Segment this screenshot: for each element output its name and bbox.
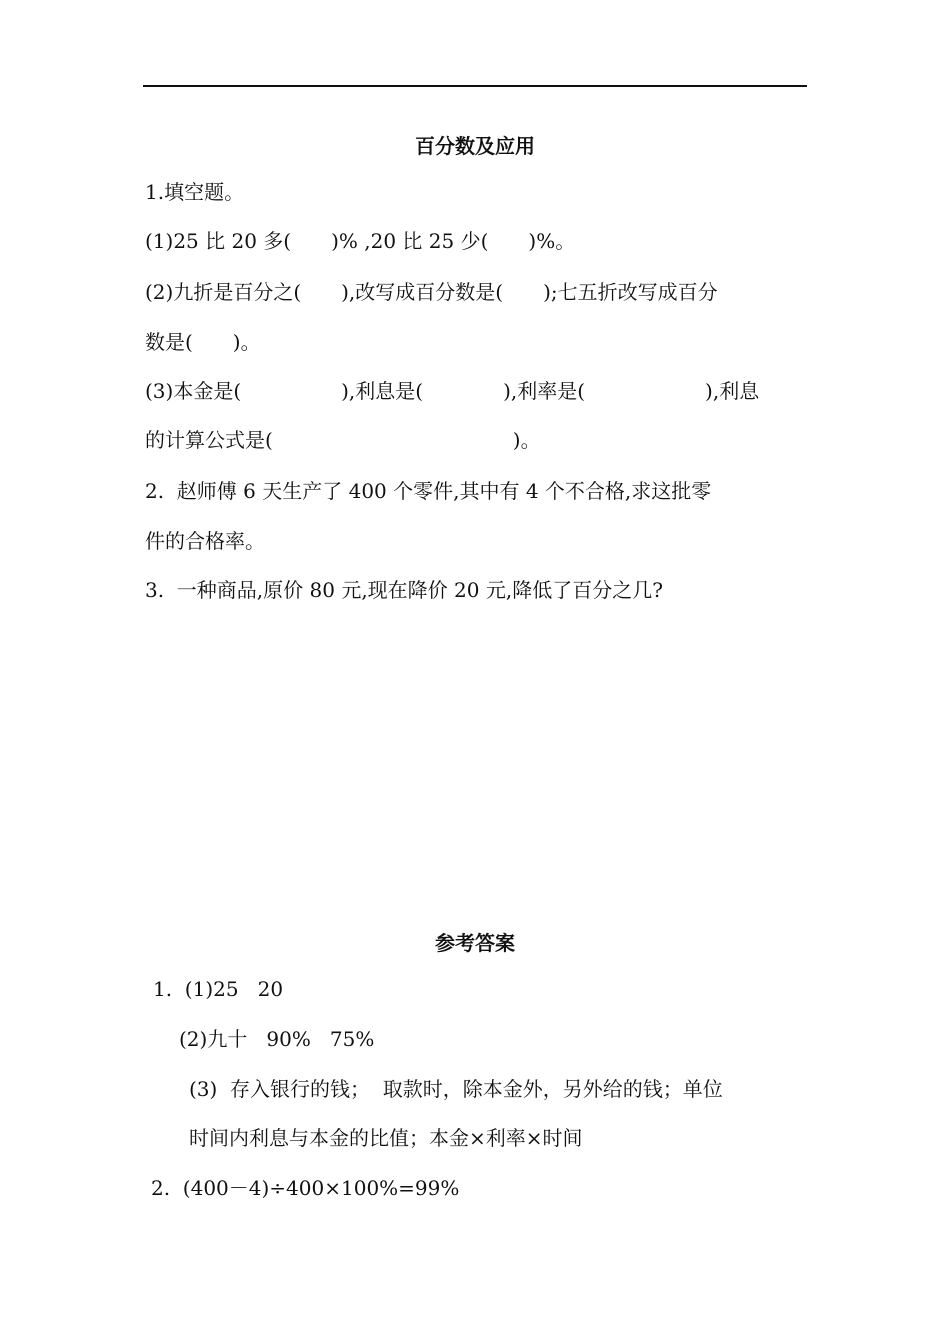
question-1-1: (1)25 比 20 多( )% ,20 比 25 少( )%。 <box>145 229 576 253</box>
answer-1-3-continued: 时间内利息与本金的比值；本金×利率×时间 <box>189 1126 583 1150</box>
page-title: 百分数及应用 <box>415 134 535 158</box>
answer-1-3: (3) 存入银行的钱； 取款时，除本金外，另外给的钱；单位 <box>189 1077 723 1101</box>
question-2-continued: 件的合格率。 <box>145 529 265 553</box>
question-1-3: (3)本金是( ),利息是( ),利率是( ),利息 <box>145 379 760 403</box>
answers-title: 参考答案 <box>435 931 515 955</box>
answer-1-2: (2)九十 90% 75% <box>179 1027 375 1051</box>
answer-1-1: 1. (1)25 20 <box>153 977 284 1001</box>
question-1-2: (2)九折是百分之( ),改写成百分数是( );七五折改写成百分 <box>145 280 718 304</box>
question-1-3-continued: 的计算公式是( )。 <box>145 428 541 452</box>
question-2: 2. 赵师傅 6 天生产了 400 个零件,其中有 4 个不合格,求这批零 <box>145 479 712 503</box>
question-3: 3. 一种商品,原价 80 元,现在降价 20 元,降低了百分之几? <box>145 578 663 602</box>
question-1-heading: 1.填空题。 <box>145 180 245 204</box>
header-rule <box>143 85 807 87</box>
answer-2: 2. (400－4)÷400×100%=99% <box>151 1176 460 1200</box>
question-1-2-continued: 数是( )。 <box>145 330 261 354</box>
